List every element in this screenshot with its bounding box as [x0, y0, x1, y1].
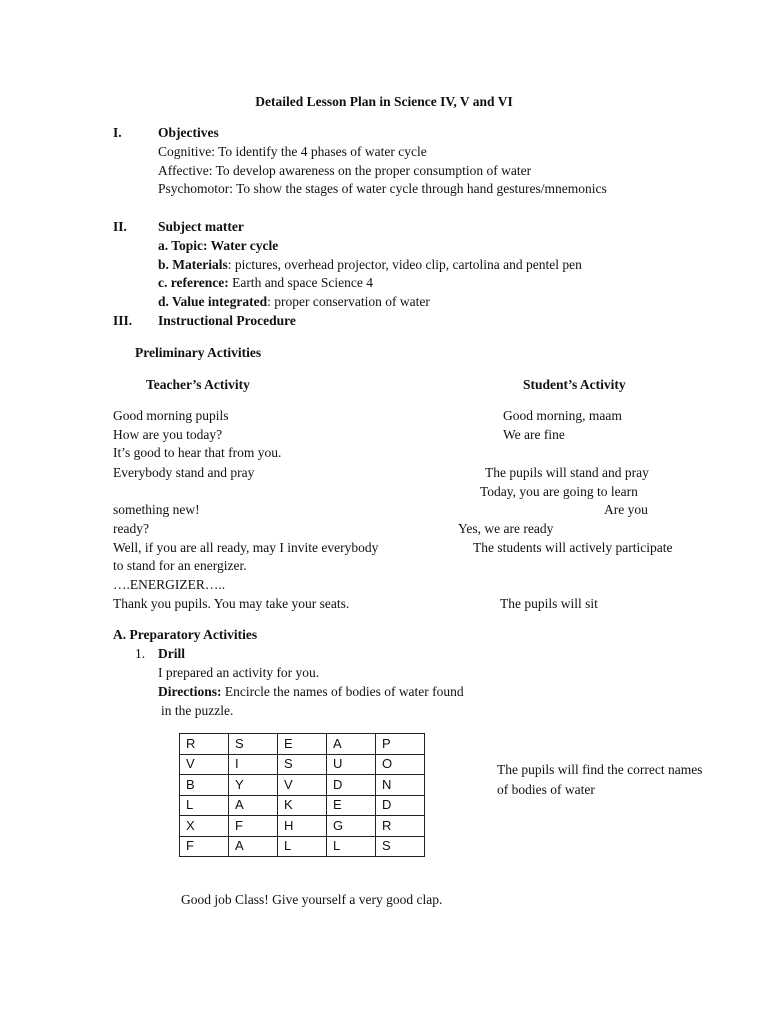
- puzzle-cell: K: [278, 795, 327, 816]
- value-label: d. Value integrated: [158, 294, 268, 309]
- student-line-4: The pupils will stand and pray: [485, 465, 649, 480]
- puzzle-cell: X: [180, 816, 229, 837]
- puzzle-cell: E: [327, 795, 376, 816]
- section-number-1: I.: [113, 125, 122, 140]
- materials-label: b. Materials: [158, 257, 228, 272]
- drill-intro: I prepared an activity for you.: [158, 665, 320, 680]
- preliminary-heading: Preliminary Activities: [135, 345, 262, 360]
- puzzle-row: [180, 775, 425, 796]
- puzzle-cell: O: [376, 754, 425, 775]
- puzzle-cell: R: [180, 734, 229, 755]
- subject-topic: a. Topic: Water cycle: [158, 238, 279, 253]
- puzzle-row: [180, 734, 425, 755]
- puzzle-row: [180, 816, 425, 837]
- reference-text: Earth and space Science 4: [228, 275, 374, 290]
- puzzle-cell: S: [376, 836, 425, 857]
- objective-psychomotor: Psychomotor: To show the stages of water cycle through hand gestures/mnemonics: [158, 181, 607, 196]
- reference-label: c. reference:: [158, 275, 229, 290]
- student-activity-heading: Student’s Activity: [523, 377, 626, 392]
- puzzle-cell: L: [327, 836, 376, 857]
- objective-affective: Affective: To develop awareness on the proper consumption of water: [158, 163, 532, 178]
- subject-value: [158, 294, 430, 310]
- student-line-1: Good morning, maam: [503, 408, 622, 423]
- student-puzzle-note-2: of bodies of water: [497, 782, 595, 797]
- teacher-line-10: ….ENERGIZER…..: [113, 577, 226, 592]
- teacher-line-5: Today, you are going to learn: [480, 484, 638, 499]
- materials-text: : pictures, overhead projector, video clip, cartolina and pentel pen: [227, 257, 582, 272]
- closing-line: Good job Class! Give yourself a very good clap.: [181, 892, 443, 907]
- page-title: Detailed Lesson Plan in Science IV, V and VI: [255, 94, 513, 109]
- drill-directions-cont: in the puzzle.: [161, 703, 234, 718]
- teacher-line-4: Everybody stand and pray: [113, 465, 255, 480]
- puzzle-cell: Y: [229, 775, 278, 796]
- puzzle-cell: V: [278, 775, 327, 796]
- section-number-2: II.: [113, 219, 127, 234]
- teacher-line-11: Thank you pupils. You may take your seats.: [113, 596, 350, 611]
- puzzle-cell: I: [229, 754, 278, 775]
- puzzle-cell: V: [180, 754, 229, 775]
- puzzle-cell: H: [278, 816, 327, 837]
- puzzle-cell: B: [180, 775, 229, 796]
- puzzle-cell: A: [229, 836, 278, 857]
- teacher-line-8: Well, if you are all ready, may I invite everybody: [113, 540, 379, 555]
- puzzle-cell: R: [376, 816, 425, 837]
- teacher-line-7: ready?: [113, 521, 149, 536]
- puzzle-cell: P: [376, 734, 425, 755]
- puzzle-cell: S: [229, 734, 278, 755]
- student-line-11: The pupils will sit: [500, 596, 598, 611]
- objectives-heading: Objectives: [158, 125, 219, 140]
- teacher-line-6: something new!: [113, 502, 200, 517]
- puzzle-cell: F: [180, 836, 229, 857]
- puzzle-cell: U: [327, 754, 376, 775]
- student-puzzle-note-1: The pupils will find the correct names: [497, 762, 703, 777]
- puzzle-cell: L: [180, 795, 229, 816]
- preparatory-heading: A. Preparatory Activities: [113, 627, 258, 642]
- puzzle-cell: E: [278, 734, 327, 755]
- puzzle-row: [180, 754, 425, 775]
- subject-heading: Subject matter: [158, 219, 244, 234]
- puzzle-row: [180, 795, 425, 816]
- teacher-line-9: to stand for an energizer.: [113, 558, 247, 573]
- puzzle-cell: A: [229, 795, 278, 816]
- drill-heading: Drill: [158, 646, 185, 661]
- teacher-line-2: How are you today?: [113, 427, 223, 442]
- teacher-line-1: Good morning pupils: [113, 408, 229, 423]
- puzzle-cell: S: [278, 754, 327, 775]
- student-line-8: The students will actively participate: [473, 540, 673, 555]
- directions-label: Directions:: [158, 684, 222, 699]
- puzzle-cell: A: [327, 734, 376, 755]
- student-line-7: Yes, we are ready: [458, 521, 554, 536]
- puzzle-cell: G: [327, 816, 376, 837]
- puzzle-cell: D: [376, 795, 425, 816]
- subject-reference: [158, 275, 373, 291]
- teacher-line-3: It’s good to hear that from you.: [113, 445, 282, 460]
- value-text: : proper conservation of water: [267, 294, 430, 309]
- procedure-heading: Instructional Procedure: [158, 313, 296, 328]
- puzzle-cell: D: [327, 775, 376, 796]
- teacher-line-6b: Are you: [604, 502, 648, 517]
- drill-directions: [158, 684, 464, 700]
- word-puzzle: [179, 733, 425, 857]
- section-number-3: III.: [113, 313, 133, 328]
- puzzle-cell: F: [229, 816, 278, 837]
- objective-cognitive: Cognitive: To identify the 4 phases of water cycle: [158, 144, 427, 159]
- puzzle-cell: L: [278, 836, 327, 857]
- puzzle-cell: N: [376, 775, 425, 796]
- student-line-2: We are fine: [503, 427, 565, 442]
- puzzle-row: [180, 836, 425, 857]
- directions-text: Encircle the names of bodies of water found: [221, 684, 464, 699]
- subject-materials: [158, 257, 582, 273]
- drill-number: 1.: [135, 646, 146, 661]
- teacher-activity-heading: Teacher’s Activity: [146, 377, 250, 392]
